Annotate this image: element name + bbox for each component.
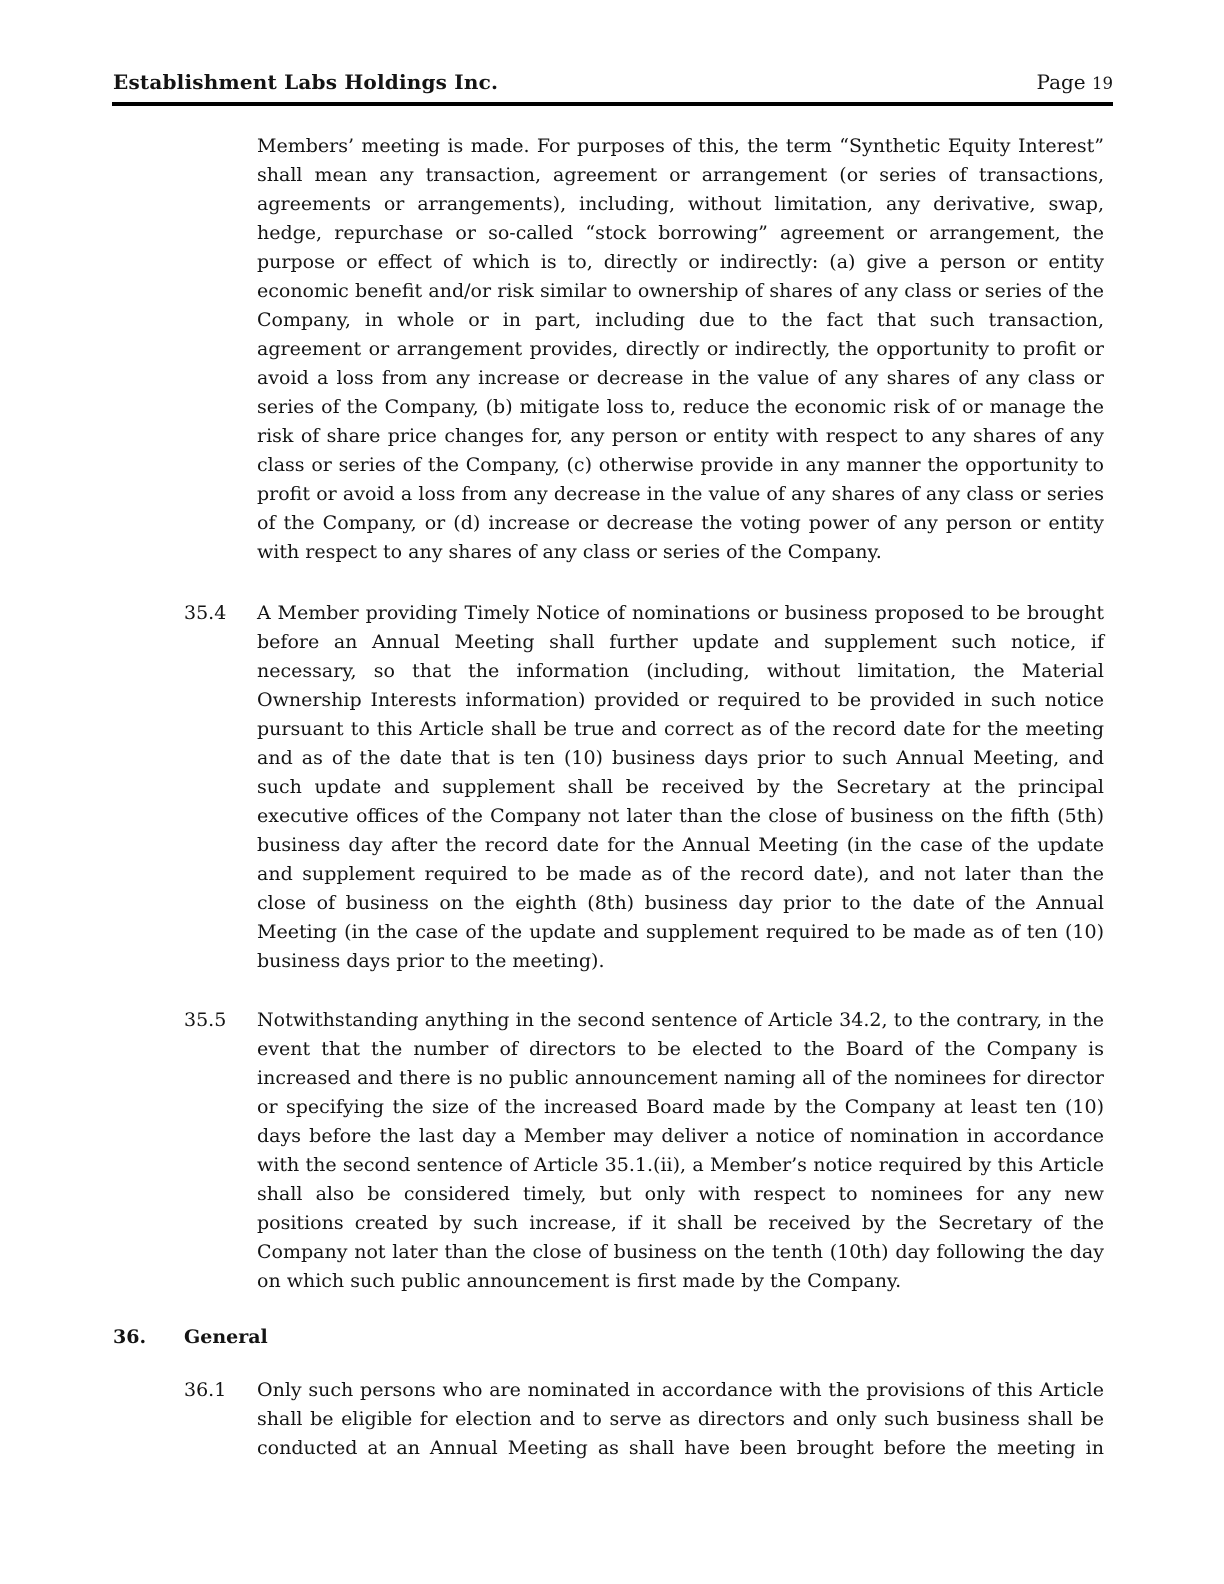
clause-number: 35.4 bbox=[184, 602, 227, 624]
page-label: Page bbox=[1036, 70, 1086, 94]
document-body bbox=[0, 132, 1224, 1463]
paragraph-continuation: Members’ meeting is made. For purposes of this, the term “Synthetic Equity Interest” shall mean any transaction, agreement or arrangement (or series of transactions, agreements or arrangements), including, without limitation, any derivative, swap, hedge, repurchase or so-called “stock borrowing” agreement or arrangement, the purpose or effect of which is to, directly or indirectly: (a) give a person or entity economic benefit and/or risk similar to ownership of shares of any class or series of the Company, in whole or in part, including due to the fact that such transaction, agreement or arrangement provides, directly or indirectly, the opportunity to profit or avoid a loss from any increase or decrease in the value of any shares of any class or series of the Company, (b) mitigate loss to, reduce the economic risk of or manage the risk of share price changes for, any person or entity with respect to any shares of any class or series of the Company, (c) otherwise provide in any manner the opportunity to profit or avoid a loss from any decrease in the value of any shares of any class or series of the Company, or (d) increase or decrease the voting power of any person or entity with respect to any shares of any class or series of the Company. bbox=[257, 135, 1104, 563]
page-indicator bbox=[1037, 70, 1113, 94]
clause-35-5 bbox=[184, 1006, 1104, 1296]
clause-number: 35.5 bbox=[184, 1009, 227, 1031]
clause-number: 36.1 bbox=[184, 1379, 227, 1401]
clause-text: Only such persons who are nominated in accordance with the provisions of this Article shall be eligible for election and to serve as directors and only such business shall be conducted at an Annual Meeting as shall have been brought before the meeting in bbox=[257, 1379, 1104, 1459]
header-rule bbox=[112, 102, 1113, 106]
clause-text: Notwithstanding anything in the second sentence of Article 34.2, to the contrary, in the event that the number of directors to be elected to the Board of the Company is increased and there is no public announcement naming all of the nominees for director or specifying the size of the increased Board made by the Company at least ten (10) days before the last day a Member may deliver a notice of nomination in accordance with the second sentence of Article 35.1.(ii), a Member’s notice required by this Article shall also be considered timely, but only with respect to nominees for any new positions created by such increase, if it shall be received by the Secretary of the Company not later than the close of business on the tenth (10th) day following the day on which such public announcement is first made by the Company. bbox=[257, 1009, 1104, 1292]
clause-36-1 bbox=[184, 1376, 1104, 1463]
section-36-heading bbox=[113, 1323, 1224, 1352]
clause-text: A Member providing Timely Notice of nominations or business proposed to be brought before an Annual Meeting shall further update and supplement such notice, if necessary, so that the information (including, without limitation, the Material Ownership Interests information) provided or required to be provided in such notice pursuant to this Article shall be true and correct as of the record date for the meeting and as of the date that is ten (10) business days prior to such Annual Meeting, and such update and supplement shall be received by the Secretary at the principal executive offices of the Company not later than the close of business on the fifth (5th) business day after the record date for the Annual Meeting (in the case of the update and supplement required to be made as of the record date), and not later than the close of business on the eighth (8th) business day prior to the date of the Annual Meeting (in the case of the update and supplement required to be made as of ten (10) business days prior to the meeting). bbox=[257, 602, 1104, 972]
section-number: 36. bbox=[113, 1326, 147, 1348]
company-name: Establishment Labs Holdings Inc. bbox=[113, 70, 499, 94]
section-title: General bbox=[184, 1326, 268, 1348]
clause-35-4 bbox=[184, 599, 1104, 976]
page-number: 19 bbox=[1092, 74, 1113, 93]
page-header bbox=[113, 70, 1113, 94]
